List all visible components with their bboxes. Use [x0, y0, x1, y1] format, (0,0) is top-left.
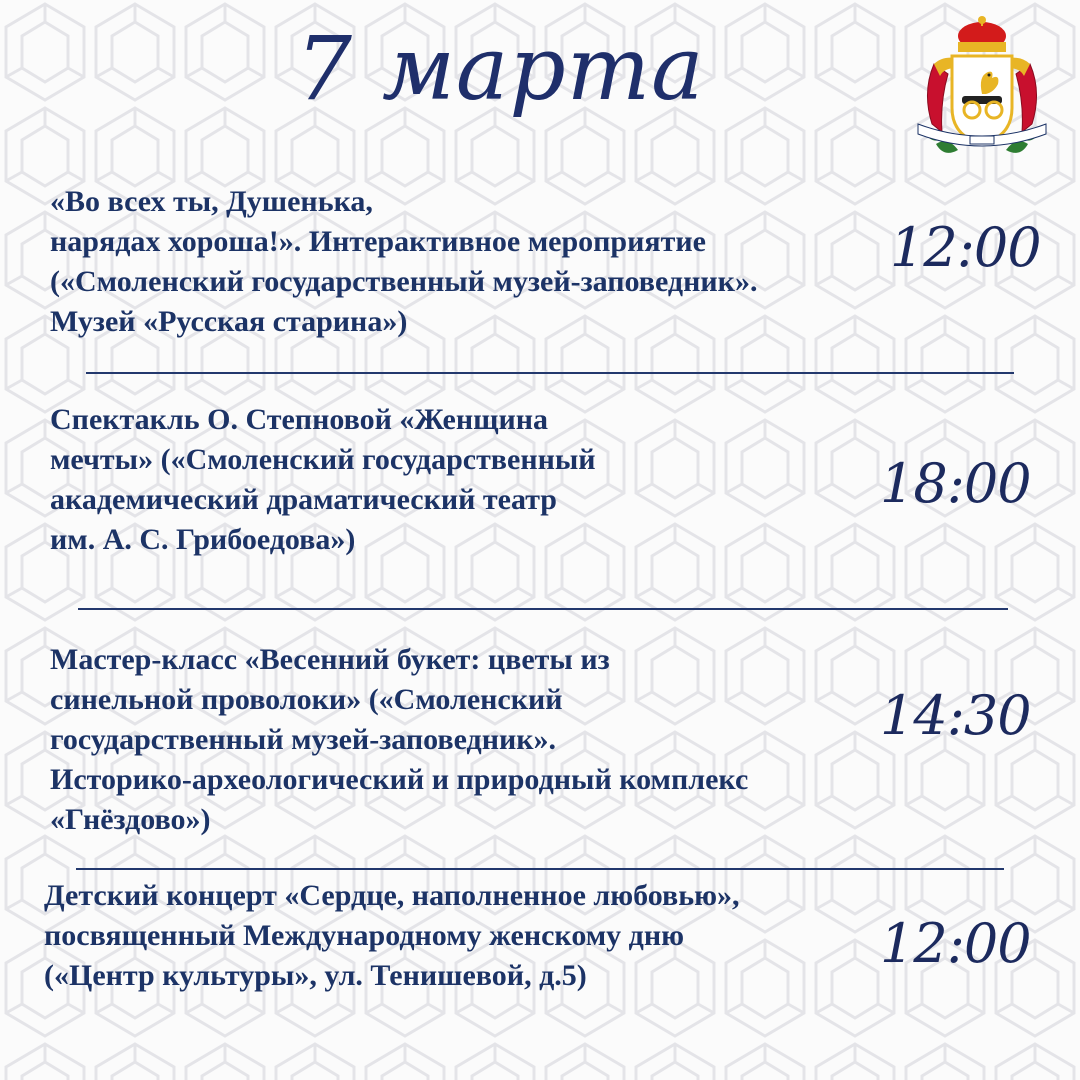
divider	[76, 868, 1004, 870]
event-description-line: синельной проволоки» («Смоленский	[50, 683, 563, 716]
event-description-line: Мастер-класс «Весенний букет: цветы из	[50, 643, 610, 676]
event-description-line: Историко-археологический и природный комплекс	[50, 763, 749, 796]
event-description-line: академический драматический театр	[50, 483, 557, 516]
event-description-line: Детский концерт «Сердце, наполненное любовью»,	[44, 879, 740, 912]
event-description-line: («Центр культуры», ул. Тенишевой, д.5)	[44, 959, 587, 992]
event-description-line: («Смоленский государственный музей-заповедник».	[50, 265, 758, 298]
event-description-line: Музей «Русская старина»)	[50, 305, 408, 338]
event-description-line: мечты» («Смоленский государственный	[50, 443, 596, 476]
event-description-line: посвященный Международному женскому дню	[44, 919, 685, 952]
event-description-line: Спектакль О. Степновой «Женщина	[50, 403, 549, 436]
event-description	[50, 400, 596, 560]
event-description	[50, 182, 757, 342]
event-description-line: государственный музей-заповедник».	[50, 723, 557, 756]
event-description-line: «Гнёздово»)	[50, 803, 211, 836]
divider	[86, 372, 1014, 374]
event-description	[50, 640, 748, 840]
divider	[78, 608, 1008, 610]
event-description-line: им. А. С. Грибоедова»)	[50, 523, 356, 556]
event-time: 18:00	[880, 452, 1031, 515]
event-description-line: «Во всех ты, Душенька,	[50, 185, 373, 218]
event-description	[44, 876, 740, 996]
event-time: 12:00	[890, 216, 1041, 279]
event-description-line: нарядах хороша!». Интерактивное мероприятие	[50, 225, 706, 258]
event-time: 14:30	[880, 684, 1031, 747]
smolensk-coat-of-arms-icon	[912, 12, 1052, 162]
page-title: 7 марта	[296, 17, 705, 120]
event-time: 12:00	[880, 912, 1031, 975]
